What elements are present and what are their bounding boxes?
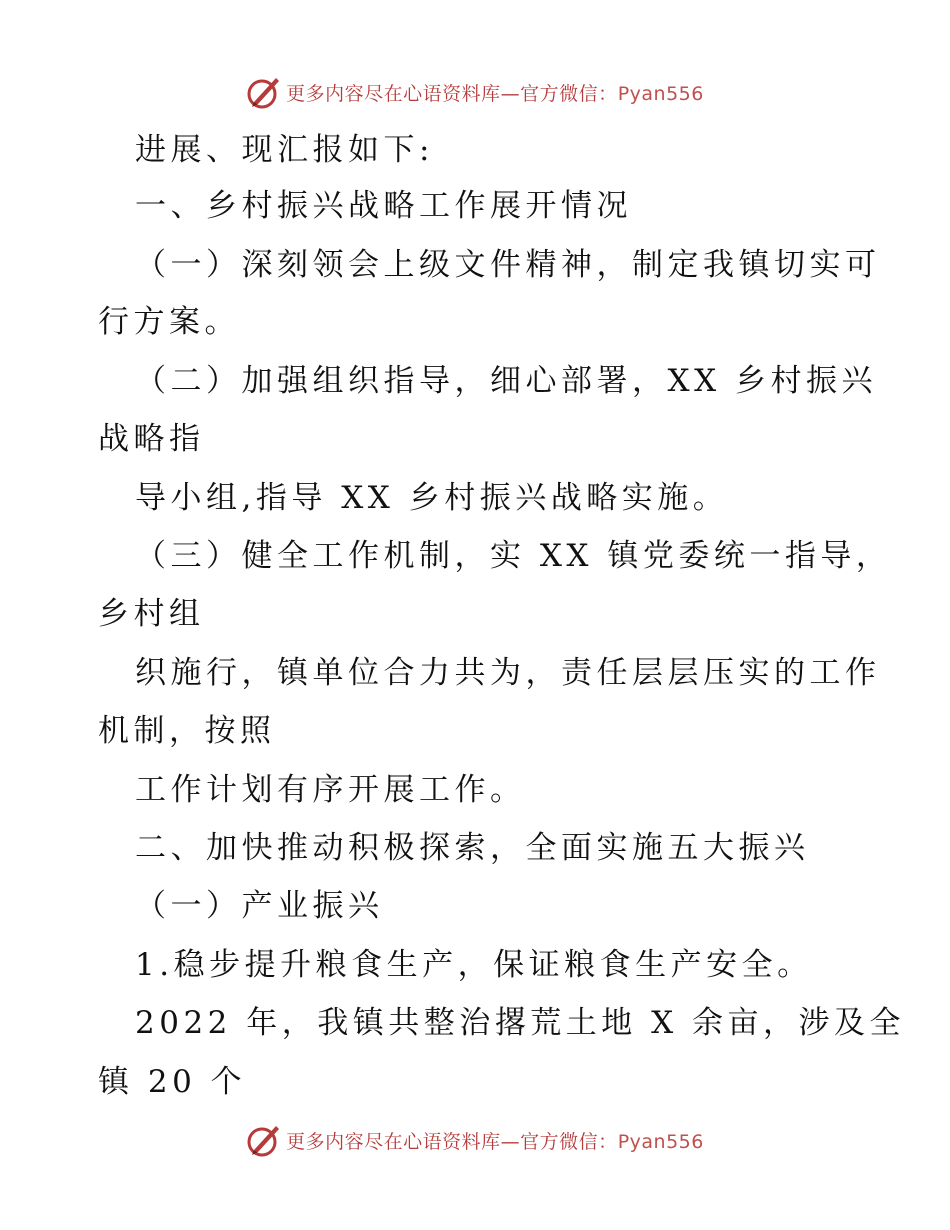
watermark-text [286, 1127, 704, 1154]
paragraph-line: 乡村组 [98, 596, 205, 632]
footer-watermark-banner [0, 1120, 950, 1160]
subsection-heading: （一）深刻领会上级文件精神，制定我镇切实可 [135, 247, 881, 283]
wechat-id: Pyan556 [617, 82, 704, 105]
paragraph-line: 镇 20 个 [98, 1064, 247, 1100]
paragraph-line: 工作计划有序开展工作。 [135, 772, 526, 808]
wechat-id: Pyan556 [617, 1130, 704, 1153]
paragraph-line: 导小组,指导 XX 乡村振兴战略实施。 [135, 480, 729, 516]
paragraph-line: 战略指 [98, 421, 205, 457]
subsection-heading: （二）加强组织指导，细心部署，XX 乡村振兴 [135, 363, 877, 399]
separator: — [500, 82, 521, 105]
subsection-heading: （三）健全工作机制，实 XX 镇党委统一指导， [135, 538, 892, 574]
watermark-text [286, 79, 704, 106]
site-name: 更多内容尽在心语资料库 [286, 82, 501, 105]
paragraph-line: 织施行，镇单位合力共为，责任层层压实的工作 [135, 655, 881, 691]
site-name: 更多内容尽在心语资料库 [286, 1130, 501, 1153]
feather-pen-logo-icon [246, 1122, 282, 1158]
paragraph-line: 2022 年，我镇共整治撂荒土地 X 余亩，涉及全 [135, 1005, 906, 1041]
subsection-heading: （一）产业振兴 [135, 888, 384, 924]
section-heading: 一、乡村振兴战略工作展开情况 [135, 188, 632, 224]
paragraph-line: 进展、现汇报如下: [135, 132, 434, 168]
paragraph-line: 行方案。 [98, 304, 240, 340]
list-item-heading: 1.稳步提升粮食生产，保证粮食生产安全。 [135, 947, 813, 983]
header-watermark-banner [0, 72, 950, 112]
wechat-label: 官方微信： [520, 82, 618, 105]
feather-pen-logo-icon [246, 74, 282, 110]
wechat-label: 官方微信： [520, 1130, 618, 1153]
separator: — [500, 1130, 521, 1153]
paragraph-line: 机制，按照 [98, 713, 276, 749]
section-heading: 二、加快推动积极探索，全面实施五大振兴 [135, 830, 810, 866]
